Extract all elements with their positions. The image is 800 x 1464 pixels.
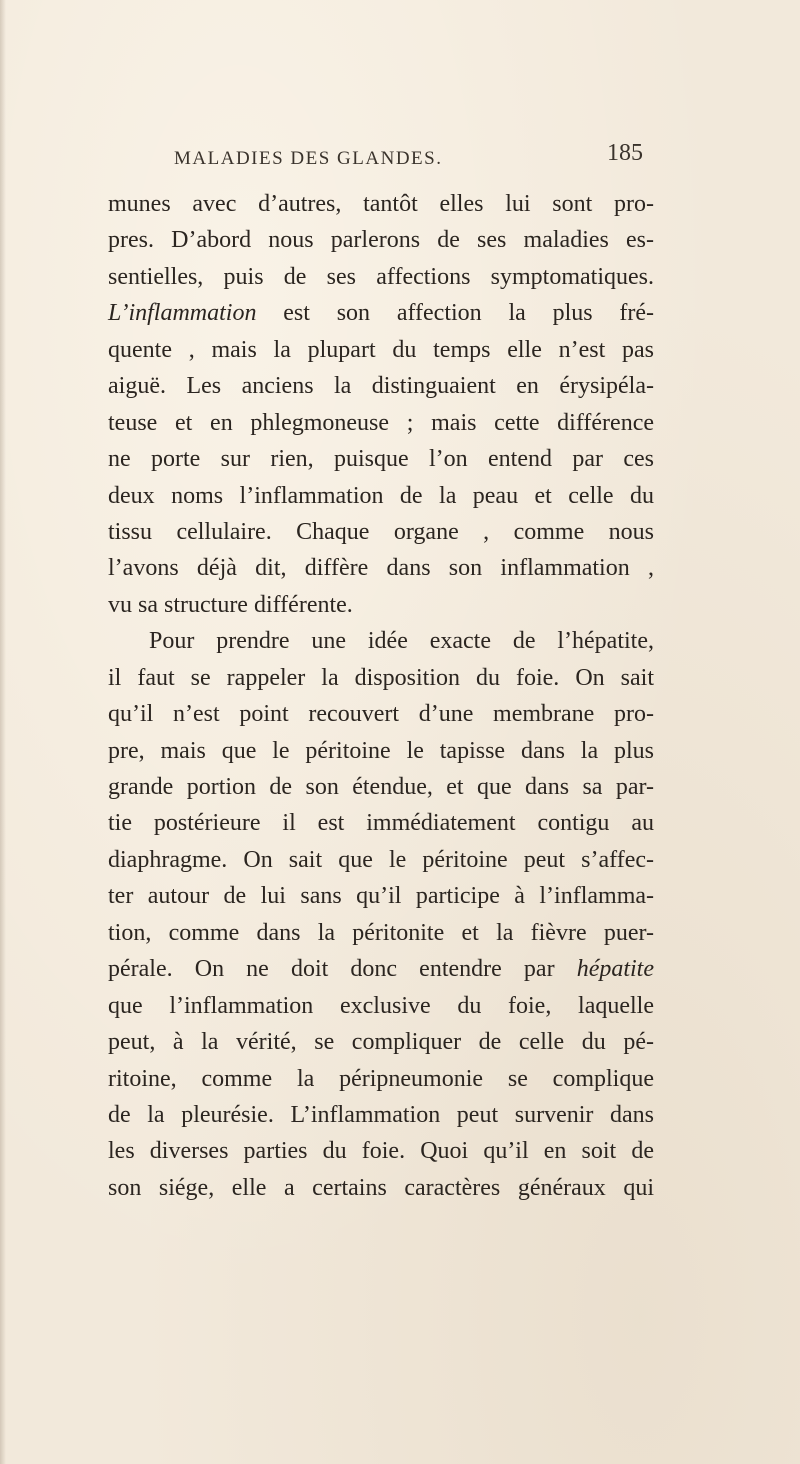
body-text: [108, 186, 654, 1206]
text-line: diaphragme. On sait que le péritoine peut s’affec-: [108, 846, 654, 873]
text-line: qu’il n’est point recouvert d’une membrane pro-: [108, 701, 654, 728]
running-head: MALADIES DES GLANDES.: [174, 148, 443, 169]
text-line: de la pleurésie. L’inflammation peut survenir dans: [108, 1101, 654, 1128]
text-line: ter autour de lui sans qu’il participe à l’inflamma-: [108, 883, 654, 910]
text-line: munes avec d’autres, tantôt elles lui sont pro-: [108, 191, 654, 217]
italic-term-inflammation: L’inflammation: [108, 300, 257, 327]
text-line: ritoine, comme la péripneumonie se complique: [108, 1065, 654, 1092]
text-line: l’avons déjà dit, diffère dans son inflammation ,: [108, 555, 654, 582]
text-line: les diverses parties du foie. Quoi qu’il en soit de: [108, 1138, 654, 1165]
text-line: [108, 951, 654, 987]
page-edge-shadow: [0, 0, 6, 1464]
text-line: teuse et en phlegmoneuse ; mais cette différence: [108, 409, 654, 436]
text-line: que l’inflammation exclusive du foie, laquelle: [108, 992, 654, 1019]
text-line: quente , mais la plupart du temps elle n’est pas: [108, 336, 654, 363]
text-line: ne porte sur rien, puisque l’on entend par ces: [108, 446, 654, 473]
text-line: son siége, elle a certains caractères généraux qui: [108, 1174, 654, 1201]
text-line-paragraph-start: Pour prendre une idée exacte de l’hépatite,: [149, 628, 654, 655]
text-line: grande portion de son étendue, et que dans sa par-: [108, 774, 654, 800]
text-line: tissu cellulaire. Chaque organe , comme nous: [108, 518, 654, 545]
text-line-start: pérale. On ne doit donc entendre par: [108, 956, 555, 983]
text-line: pres. D’abord nous parlerons de ses maladies es-: [108, 227, 654, 254]
text-line-rest: est son affection la plus fré-: [283, 300, 654, 327]
italic-term-hepatite: hépatite: [576, 956, 654, 983]
text-line: sentielles, puis de ses affections symptomatiques.: [108, 263, 654, 290]
text-line: peut, à la vérité, se compliquer de celle du pé-: [108, 1029, 654, 1056]
text-line: vu sa structure différente.: [108, 591, 353, 618]
text-line: aiguë. Les anciens la distinguaient en érysipéla-: [108, 373, 654, 400]
text-line: [108, 295, 654, 331]
page-number: 185: [607, 140, 643, 166]
text-line: deux noms l’inflammation de la peau et celle du: [108, 482, 654, 509]
text-line: tion, comme dans la péritonite et la fièvre puer-: [108, 919, 654, 946]
text-line: tie postérieure il est immédiatement contigu au: [108, 810, 654, 837]
text-line: il faut se rappeler la disposition du foie. On sait: [108, 664, 654, 691]
text-line: pre, mais que le péritoine le tapisse dans la plus: [108, 737, 654, 764]
